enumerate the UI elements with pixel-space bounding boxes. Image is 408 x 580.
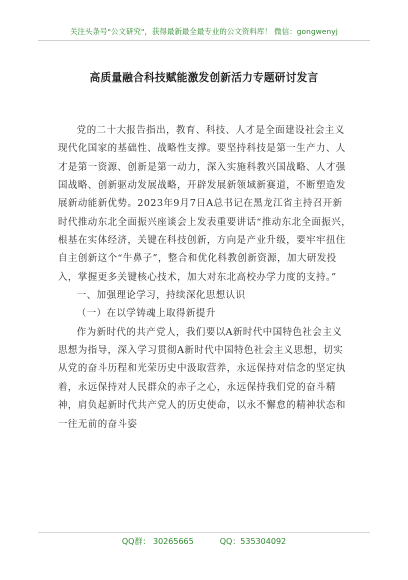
document-title: 高质量融合科技赋能激发创新活力专题研讨发言 bbox=[89, 72, 319, 84]
subsection-heading: （一）在以学铸魂上取得新提升 bbox=[76, 308, 216, 320]
footer-qq: QQ：535304092 bbox=[219, 537, 287, 546]
header-promo-link[interactable]: 关注头条号"公文研究"，获得最新最全最专业的公文资料库！ 微信：gongwenyj bbox=[70, 27, 338, 36]
footer-contact bbox=[0, 536, 408, 547]
footer-qq-group: QQ群： 30265665 bbox=[121, 537, 194, 546]
section-heading: 一、加强理论学习，持续深化思想认识 bbox=[76, 290, 246, 302]
document-body bbox=[58, 122, 352, 434]
body-paragraph: 作为新时代的共产党人，我们要以A新时代中国特色社会主义思想为指导，深入学习贯彻A新时代中国特色社会主义思想，切实从党的奋斗历程和光荣历史中汲取营养，永远保持对信念的坚定执着，永远保持对人民群众的赤子之心，永远保持我们党的奋斗精神，肩负起新时代共产党人的历史使命，以永不懈怠的精神状态和一往无前的奋斗姿 bbox=[58, 326, 346, 430]
header-divider bbox=[38, 40, 370, 41]
intro-paragraph: 党的二十大报告指出，教育、科技、人才是全面建设社会主义现代化国家的基础性、战略性支撑。要坚持科技是第一生产力、人才是第一资源、创新是第一动力，深入实施科教兴国战略、人才强国战略、创新驱动发展战略，开辟发展新领域新赛道，不断塑造发展新动能新优势。2023年9月7日A总书记在黑龙江省主持召开新时代推动东北全面振兴座谈会上发表重要讲话“推动东北全面振兴，根基在实体经济，关键在科技创新，方向是产业升级，要牢牢扭住自主创新这个“牛鼻子”，整合和优化科教创新资源，加大研发投入，掌握更多关键核心技术，加大对东北高校办学力度的支持。” bbox=[58, 125, 352, 283]
footer-divider bbox=[38, 532, 370, 533]
